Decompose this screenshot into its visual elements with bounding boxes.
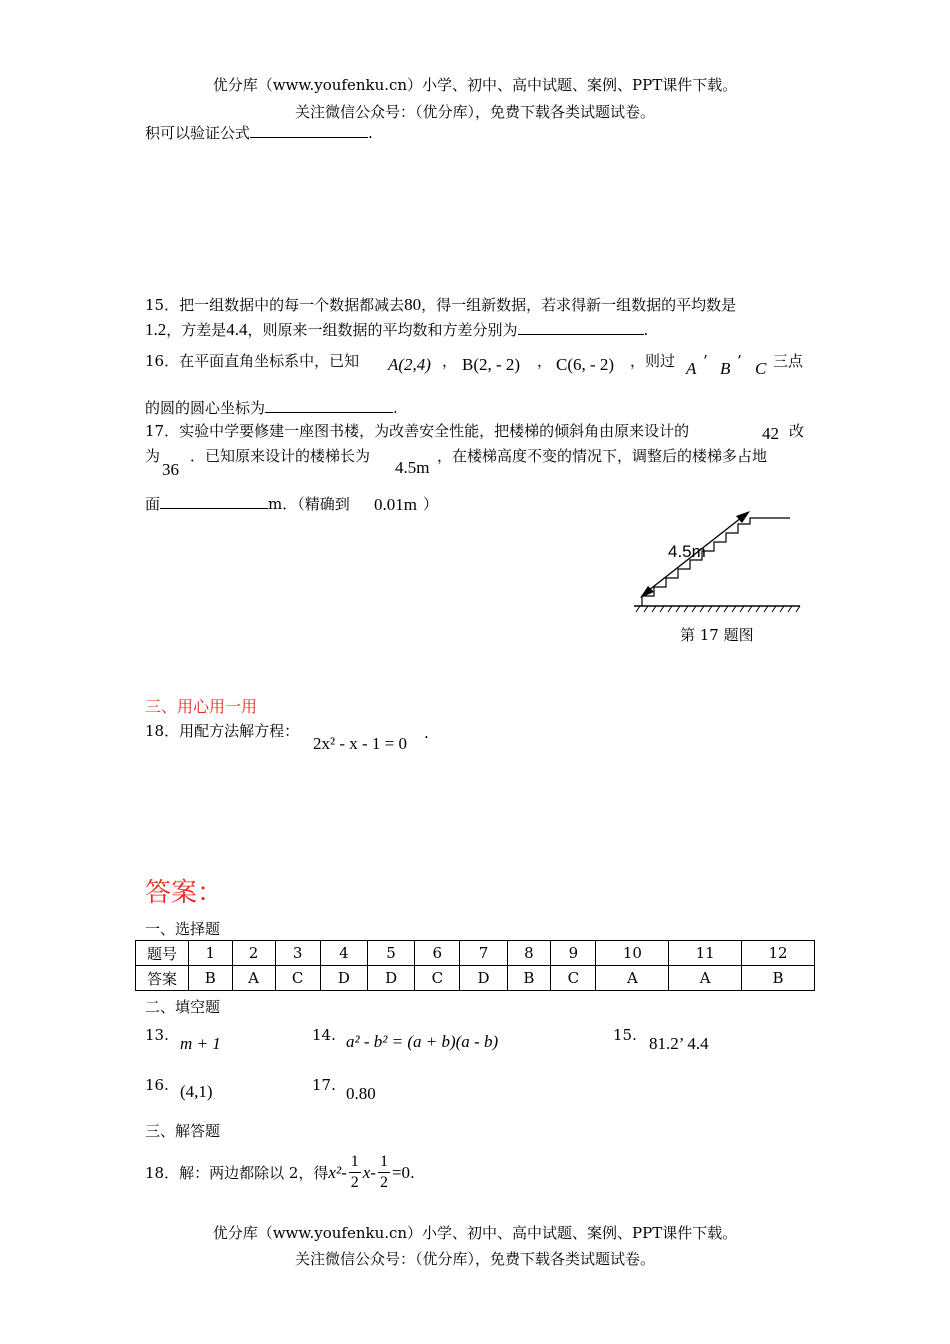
fill-14-number: 14. bbox=[312, 1026, 336, 1044]
q17-text-2: 改 bbox=[789, 422, 805, 440]
solution-18 bbox=[145, 1152, 415, 1193]
fill-17-answer: 0.80 bbox=[346, 1084, 376, 1103]
q16-label-a: A bbox=[686, 359, 697, 378]
q16-end: . bbox=[393, 399, 398, 417]
q17-text-7: m．（精确到 bbox=[268, 495, 350, 513]
q18-text: 用配方法解方程： bbox=[179, 722, 300, 740]
q17-length: 4.5m bbox=[395, 458, 430, 477]
q14-tail bbox=[145, 122, 373, 143]
sol18-fraction-1: $\frac{1}{2}$ bbox=[350, 1153, 359, 1191]
q14-blank[interactable] bbox=[250, 123, 368, 138]
table-cell: 6 bbox=[415, 941, 460, 966]
table-cell: B bbox=[189, 966, 233, 991]
q15-blank[interactable] bbox=[518, 320, 644, 335]
question-16-line1 bbox=[145, 350, 359, 371]
stair-steps bbox=[642, 518, 790, 606]
table-cell: 8 bbox=[507, 941, 551, 966]
q16-sep-1: ， bbox=[442, 352, 458, 370]
table-cell: 1 bbox=[189, 941, 233, 966]
footer-line-2: 关注微信公众号：（优分库），免费下载各类试题试卷。 bbox=[294, 1250, 655, 1268]
q16-point-b: B(2, - 2) bbox=[462, 355, 521, 374]
q16-comma-1: ’ bbox=[703, 352, 708, 370]
sol18-minus-1: - bbox=[341, 1162, 347, 1182]
fill-15-sep: ’ bbox=[678, 1034, 684, 1053]
table-cell: 4 bbox=[320, 941, 367, 966]
q16-line2-text: 的圆的圆心坐标为 bbox=[145, 399, 266, 417]
table-cell: D bbox=[367, 966, 414, 991]
staircase-figure bbox=[628, 508, 808, 620]
q17-text-8: ） bbox=[423, 495, 439, 513]
sol18-equals-zero: =0 bbox=[391, 1162, 411, 1182]
table-cell: 7 bbox=[460, 941, 507, 966]
table-cell: 9 bbox=[551, 941, 596, 966]
table-cell: C bbox=[415, 966, 460, 991]
table-cell: A bbox=[669, 966, 742, 991]
q17-text-3: 为 bbox=[145, 447, 161, 465]
q16-text-2: ，则过 bbox=[630, 352, 676, 370]
question-16-line2 bbox=[145, 397, 398, 418]
q16-blank[interactable] bbox=[265, 398, 393, 413]
q16-text-1: 在平面直角坐标系中，已知 bbox=[179, 352, 360, 370]
arrow-head-top bbox=[736, 511, 750, 523]
fill-16-answer: (4,1) bbox=[180, 1082, 213, 1101]
fill-13-answer: m + 1 bbox=[180, 1034, 221, 1053]
table-row-numbers bbox=[136, 941, 815, 966]
q14-tail-end: . bbox=[368, 124, 373, 142]
q17-text-1: 实验中学要修建一座图书楼，为改善安全性能，把楼梯的倾斜角由原来设计的 bbox=[179, 422, 690, 440]
q15-text-1: 把一组数据中的每一个数据都减去 bbox=[179, 296, 405, 314]
q15-number: 15． bbox=[145, 296, 180, 314]
answers-part-2: 二、填空题 bbox=[145, 998, 221, 1016]
table-cell: A bbox=[596, 966, 669, 991]
q17-number: 17． bbox=[145, 422, 180, 440]
question-18 bbox=[145, 720, 299, 741]
sol18-end: . bbox=[410, 1163, 415, 1182]
answers-title: 答案： bbox=[145, 878, 224, 908]
q17-angle-36: 36 bbox=[162, 460, 179, 479]
q16-label-c: C bbox=[755, 359, 767, 378]
q17-blank[interactable] bbox=[160, 494, 268, 509]
ground-hatching bbox=[636, 606, 800, 612]
fill-15-number: 15. bbox=[613, 1026, 637, 1044]
question-15-line2 bbox=[145, 319, 648, 340]
question-15-line1 bbox=[145, 294, 736, 315]
q16-point-c: C(6, - 2) bbox=[556, 355, 615, 374]
q14-tail-text: 积可以验证公式 bbox=[145, 124, 251, 142]
q17-text-5: ，在楼梯高度不变的情况下，调整后的楼梯多占地 bbox=[437, 447, 768, 465]
q18-number: 18． bbox=[145, 722, 180, 740]
table-cell: A bbox=[232, 966, 275, 991]
q18-equation: 2x² - x - 1 = 0 bbox=[313, 734, 408, 753]
answer-table bbox=[135, 940, 815, 991]
sol18-minus-2: - bbox=[370, 1162, 376, 1182]
q16-text-3: 三点 bbox=[773, 352, 804, 370]
table-cell: 3 bbox=[275, 941, 320, 966]
q17-text-4: ．已知原来设计的楼梯长为 bbox=[190, 447, 371, 465]
fill-15-mean: 81.2 bbox=[649, 1034, 679, 1053]
table-cell: C bbox=[551, 966, 596, 991]
figure-length-label: 4.5m bbox=[668, 542, 706, 561]
table-cell: D bbox=[460, 966, 507, 991]
sol18-fraction-2: $\frac{1}{2}$ bbox=[379, 1153, 388, 1191]
table-cell: 5 bbox=[367, 941, 414, 966]
q17-text-6: 面 bbox=[145, 495, 161, 513]
q15-value-80: 80 bbox=[404, 295, 422, 314]
q15-text-3: ，方差是 bbox=[166, 321, 227, 339]
q16-point-a: A(2,4) bbox=[388, 355, 431, 374]
table-cell: 2 bbox=[232, 941, 275, 966]
question-17-line3 bbox=[145, 493, 350, 514]
q15-value-variance: 4.4 bbox=[226, 320, 248, 339]
q16-comma-2: ’ bbox=[737, 352, 742, 370]
fill-13-number: 13. bbox=[145, 1026, 169, 1044]
sol18-x-squared: x² bbox=[328, 1162, 342, 1182]
q16-label-b: B bbox=[720, 359, 731, 378]
fill-16-number: 16. bbox=[145, 1076, 169, 1094]
table-cell: 12 bbox=[742, 941, 815, 966]
q18-end: . bbox=[424, 724, 429, 742]
q16-number: 16． bbox=[145, 352, 180, 370]
table-cell: B bbox=[507, 966, 551, 991]
section-3-title: 三、用心用一用 bbox=[145, 697, 258, 716]
fill-15-variance: 4.4 bbox=[687, 1034, 709, 1053]
row-label-number: 题号 bbox=[136, 941, 189, 966]
table-cell: C bbox=[275, 966, 320, 991]
question-17-line1 bbox=[145, 420, 689, 441]
fill-14-answer: a² - b² = (a + b)(a - b) bbox=[346, 1032, 499, 1051]
sol18-prefix: 18．解：两边都除以 2，得 bbox=[145, 1164, 329, 1182]
q17-angle-42: 42 bbox=[762, 424, 779, 443]
q15-end: . bbox=[643, 321, 649, 339]
header-line-1: 优分库（www.youfenku.cn）小学、初中、高中试题、案例、PPT课件下载。 bbox=[212, 76, 738, 94]
q15-text-2: ，得一组新数据，若求得新一组数据的平均数是 bbox=[421, 296, 737, 314]
q15-value-mean: 1.2 bbox=[145, 320, 167, 339]
table-cell: D bbox=[320, 966, 367, 991]
table-cell: 10 bbox=[596, 941, 669, 966]
table-cell: B bbox=[742, 966, 815, 991]
fill-15-answer bbox=[649, 1034, 709, 1054]
sol18-x: x bbox=[362, 1162, 371, 1182]
figure-17-caption: 第 17 题图 bbox=[680, 626, 754, 644]
q17-precision: 0.01m bbox=[374, 495, 417, 514]
table-cell: 11 bbox=[669, 941, 742, 966]
answers-part-3: 三、解答题 bbox=[145, 1122, 221, 1140]
header-line-2: 关注微信公众号：（优分库），免费下载各类试题试卷。 bbox=[294, 103, 655, 121]
q16-sep-2: ， bbox=[537, 352, 553, 370]
table-row-answers bbox=[136, 966, 815, 991]
q15-text-4: ，则原来一组数据的平均数和方差分别为 bbox=[247, 321, 518, 339]
footer-line-1: 优分库（www.youfenku.cn）小学、初中、高中试题、案例、PPT课件下载。 bbox=[212, 1224, 738, 1242]
fill-17-number: 17. bbox=[312, 1076, 336, 1094]
row-label-answer: 答案 bbox=[136, 966, 189, 991]
answers-part-1: 一、选择题 bbox=[145, 920, 221, 938]
